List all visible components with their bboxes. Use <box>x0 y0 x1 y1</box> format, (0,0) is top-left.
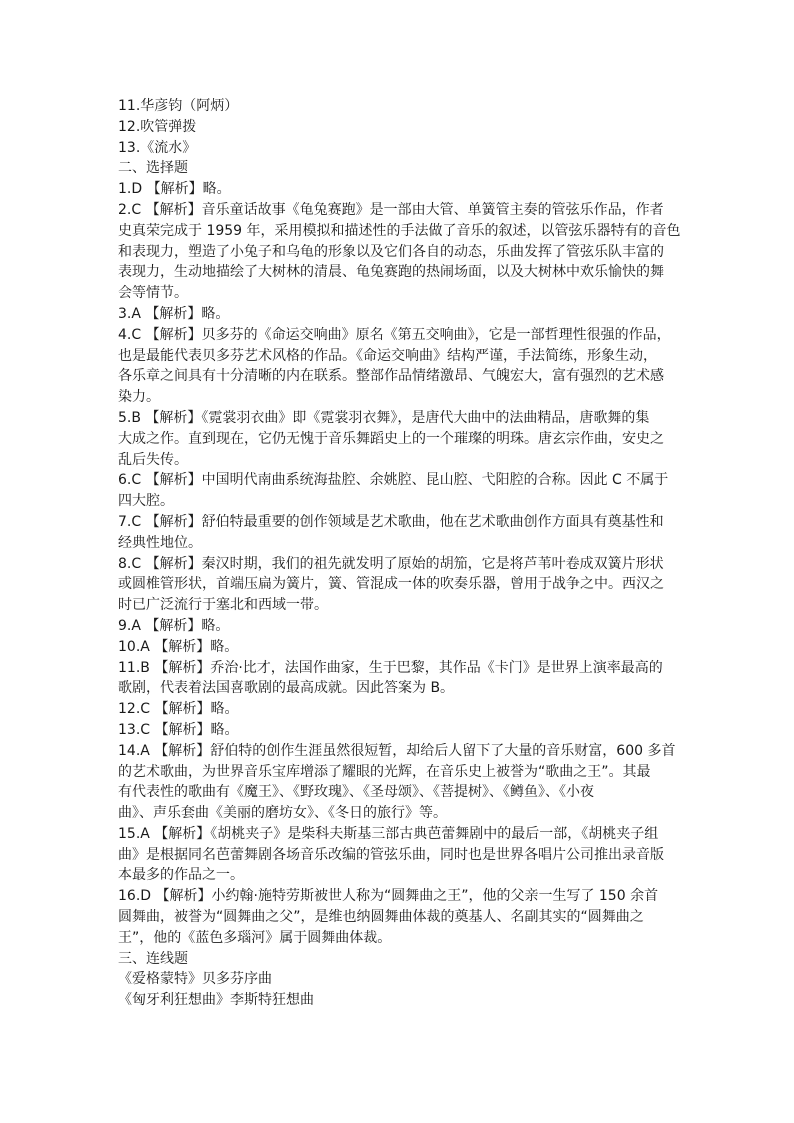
text-line: 表现力，生动地描绘了大树林的清晨、龟兔赛跑的热闹场面，以及大树林中欢乐愉快的舞 <box>118 264 664 281</box>
text-line: 经典性地位。 <box>118 534 202 551</box>
text-line: 圆舞曲，被誉为“圆舞曲之父”，是维也纳圆舞曲体裁的奠基人、名副其实的“圆舞曲之 <box>118 909 644 926</box>
text-line: 乱后失传。 <box>118 451 188 468</box>
text-line: 三、连线题 <box>118 950 188 967</box>
text-line: 15.A 【解析】《胡桃夹子》是柴科夫斯基三部古典芭蕾舞剧中的最后一部，《胡桃夹子组 <box>118 825 659 842</box>
text-line: 会等情节。 <box>118 285 188 302</box>
text-line: 或圆椎管形状，首端压扁为簧片，簧、管混成一体的吹奏乐器，曾用于战争之中。西汉之 <box>118 576 664 593</box>
text-line: 王”，他的《蓝色多瑙河》属于圆舞曲体裁。 <box>118 929 392 946</box>
text-line: 的艺术歌曲，为世界音乐宝库增添了耀眼的光辉，在音乐史上被誉为“歌曲之王”。其最 <box>118 763 651 780</box>
text-line: 史真荣完成于 1959 年，采用模拟和描述性的手法做了音乐的叙述，以管弦乐器特有的音色 <box>118 222 681 239</box>
text-line: 《爱格蒙特》贝多芬序曲 <box>118 971 272 988</box>
text-line: 四大腔。 <box>118 493 174 510</box>
text-line: 染力。 <box>118 389 160 406</box>
text-line: 9.A 【解析】略。 <box>118 617 230 634</box>
text-line: 1.D 【解析】略。 <box>118 181 231 198</box>
text-line: 曲》是根据同名芭蕾舞剧各场音乐改编的管弦乐曲，同时也是世界各唱片公司推出录音版 <box>118 846 664 863</box>
text-line: 11.华彦钧（阿炳） <box>118 98 239 114</box>
text-line: 12.C 【解析】略。 <box>118 701 239 718</box>
text-line: 13.C 【解析】略。 <box>118 721 239 738</box>
text-line: 时已广泛流行于塞北和西域一带。 <box>118 597 328 614</box>
text-line: 2.C 【解析】音乐童话故事《龟兔赛跑》是一部由大管、单簧管主奏的管弦乐作品，作者 <box>118 201 664 218</box>
text-line: 12.吹管弹拨 <box>118 118 197 135</box>
text-line: 《匈牙利狂想曲》李斯特狂想曲 <box>118 992 314 1009</box>
text-line: 大成之作。直到现在，它仍无愧于音乐舞蹈史上的一个璀璨的明珠。唐玄宗作曲，安史之 <box>118 430 664 447</box>
text-line: 10.A 【解析】略。 <box>118 638 239 655</box>
text-line: 7.C 【解析】舒伯特最重要的创作领域是艺术歌曲，他在艺术歌曲创作方面具有奠基性和 <box>118 513 664 530</box>
text-line: 歌剧，代表着法国喜歌剧的最高成就。因此答案为 B。 <box>118 680 455 697</box>
text-line: 4.C 【解析】贝多芬的《命运交响曲》原名《第五交响曲》，它是一部哲理性很强的作品， <box>118 326 671 343</box>
text-line: 8.C 【解析】秦汉时期，我们的祖先就发明了原始的胡笳，它是将芦苇叶卷成双簧片形状 <box>118 555 664 572</box>
text-line: 16.D 【解析】小约翰·施特劳斯被世人称为“圆舞曲之王”，他的父亲一生写了 150 余首 <box>118 888 659 905</box>
document-body <box>118 96 688 1011</box>
text-line: 3.A 【解析】略。 <box>118 305 230 322</box>
text-line: 13.《流水》 <box>118 139 197 156</box>
text-line: 二、选择题 <box>118 160 188 177</box>
text-line: 本最多的作品之一。 <box>118 867 244 884</box>
text-line: 曲》、声乐套曲《美丽的磨坊女》、《冬日的旅行》等。 <box>118 805 447 822</box>
text-line: 各乐章之间具有十分清晰的内在联系。整部作品情绪激昂、气魄宏大，富有强烈的艺术感 <box>118 368 664 385</box>
text-line: 14.A 【解析】舒伯特的创作生涯虽然很短暂，却给后人留下了大量的音乐财富，600 多首 <box>118 742 676 759</box>
text-line: 5.B 【解析】《霓裳羽衣曲》即《霓裳羽衣舞》，是唐代大曲中的法曲精品，唐歌舞的集 <box>118 409 650 426</box>
text-line: 11.B 【解析】乔治·比才，法国作曲家，生于巴黎，其作品《卡门》是世界上演率最高的 <box>118 659 663 676</box>
text-line: 和表现力，塑造了小兔子和乌龟的形象以及它们各自的动态，乐曲发挥了管弦乐队丰富的 <box>118 243 664 260</box>
text-line: 6.C 【解析】中国明代南曲系统海盐腔、余姚腔、昆山腔、弋阳腔的合称。因此 C 不属于 <box>118 472 669 489</box>
text-line: 也是最能代表贝多芬艺术风格的作品。《命运交响曲》结构严谨，手法简练，形象生动， <box>118 347 657 364</box>
text-line: 有代表性的歌曲有《魔王》、《野玫瑰》、《圣母颂》、《菩提树》、《鳟鱼》、《小夜 <box>118 784 594 801</box>
